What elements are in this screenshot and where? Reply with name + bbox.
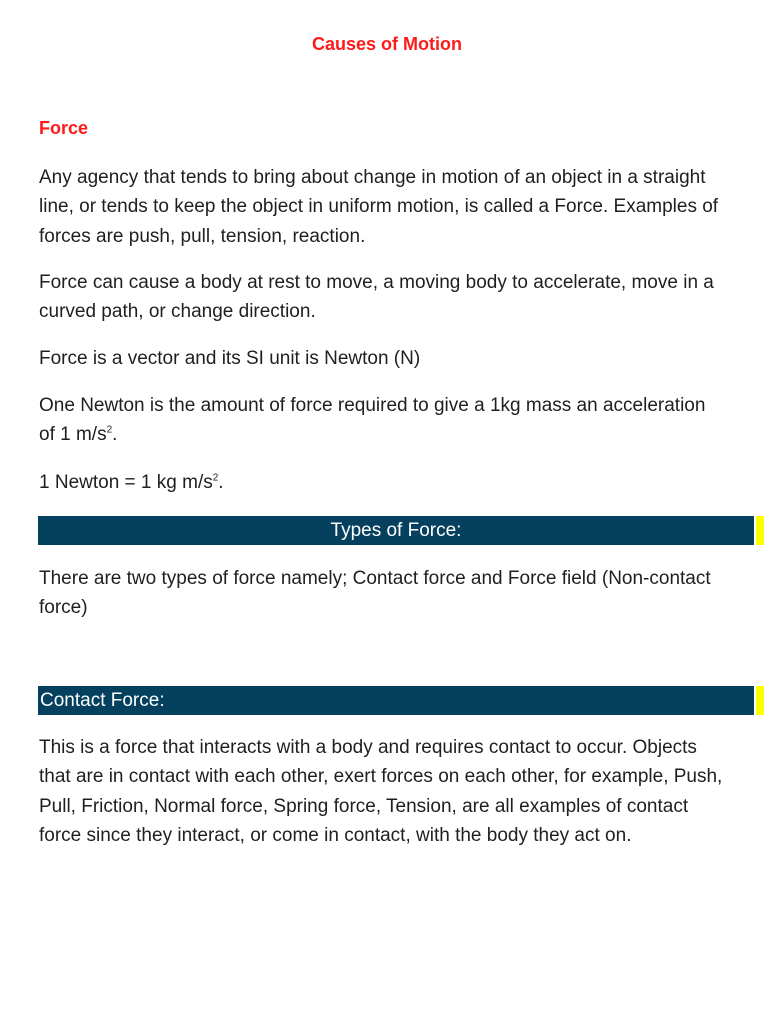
newton-definition-text: One Newton is the amount of force required to give a 1kg mass an acceleration of 1 m/s: [39, 395, 706, 446]
period: .: [218, 472, 224, 493]
document-title: Causes of Motion: [311, 34, 462, 54]
force-effects-paragraph: Force can cause a body at rest to move, a moving body to accelerate, move in a curved path, or change direction.: [39, 272, 714, 323]
newton-unit-paragraph: [39, 468, 739, 497]
contact-force-header-bar: Contact Force:: [38, 686, 754, 715]
contact-force-paragraph: This is a force that interacts with a body and requires contact to occur. Objects that are in contact with each other, exert forces on each other, for example, Push, Pull, Friction, Normal force, Spring force, Tension, are all examples of contact force since they interact, or come in contact, with the body they act on.: [39, 737, 723, 846]
newton-definition-paragraph: [39, 391, 719, 450]
force-heading: Force: [39, 118, 89, 138]
force-vector-paragraph: Force is a vector and its SI unit is Newton (N): [39, 348, 421, 369]
types-of-force-header-bar: Types of Force:: [38, 516, 754, 545]
newton-unit-text: 1 Newton = 1 kg m/s: [39, 472, 213, 493]
types-bar-accent: [756, 516, 764, 545]
contact-bar-accent: [756, 686, 764, 715]
superscript-2: 2: [106, 424, 113, 436]
superscript-2: 2: [212, 472, 219, 484]
force-definition-paragraph: Any agency that tends to bring about change in motion of an object in a straight line, or tends to keep the object in uniform motion, is called a Force. Examples of forces are push, pull, tension, reaction.: [39, 167, 719, 247]
period: .: [112, 424, 118, 446]
types-of-force-paragraph: There are two types of force namely; Contact force and Force field (Non-contact force): [39, 568, 711, 619]
